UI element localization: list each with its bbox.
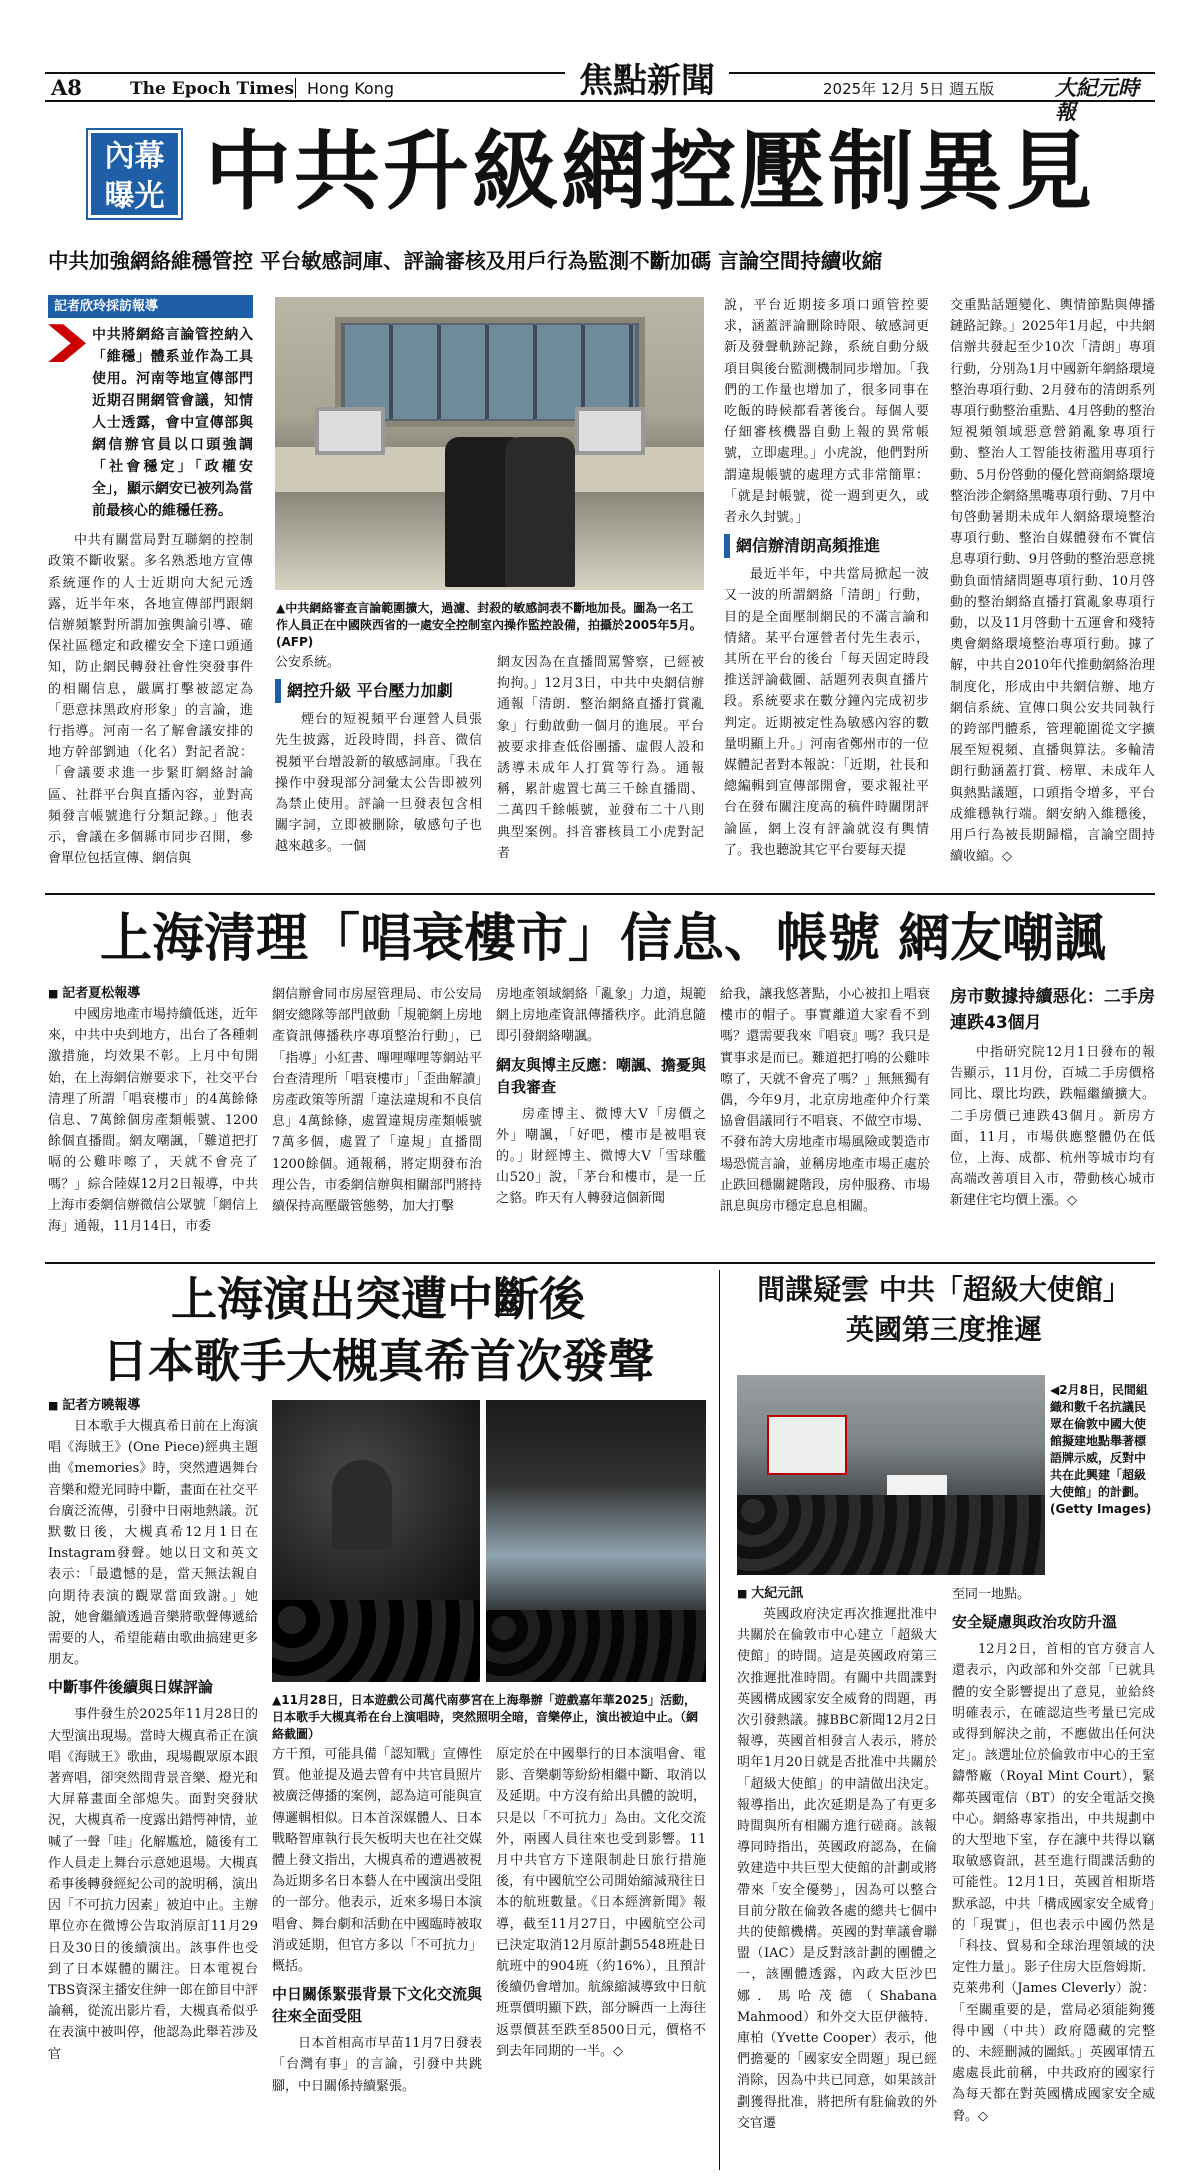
control-room-caption: ▲中共網絡審查言論範圍擴大，過濾、封殺的敏感詞表不斷地加長。圖為一名工作人員正在中國陝西省的一處安全控制室內操作監控設備，拍攝於2005年5月。(AFP) (276, 601, 702, 649)
story1-col-1 (48, 295, 253, 885)
exclusive-tag (88, 130, 181, 218)
story1-subhead-1: 網控升級 平台壓力加劇 (275, 679, 482, 703)
tag-line-2: 曝光 (104, 179, 165, 214)
story1-col-4: 說，平台近期接多項口頭管控要求，涵蓋評論刪除時限、敏感詞更新及發聲軌跡記錄，系統自動分級項目與後台監測機制同步增加。「我們的工作量也增加了，很多同事在吃飯的時候都看著後台。每個人要仔細審核機器自動上報的異常帳號，立即處理。」小虎說，他們對所謂違規帳號的處理方式非常簡單：「就是封帳號，從一週到更久，或者永久封號。」 網信辦清朗高頻推進 最近半年，中共當局掀起一波又一波的所謂網絡「清朗」行動，目的是全面壓制網民的不滿言論和情緒。某平台運營者付先生表示，其所在平台的後台「每天固定時段推送評論截圖、話題列表與直播片段。系統要求在數分鐘內完成初步判定。近期被定性為敏感內容的數量明顯上升。」河南省鄭州市的一位媒體記者對本報說：「近期，社長和總編輯到宣傳部開會，要求報社平台在發布關注度高的稿件時關閉評論區，網上沒有評論就沒有輿情了。我也聽說其它平台要每天提 (724, 298, 929, 858)
story4-subhead: 安全疑慮與政治攻防升溫 (952, 1613, 1118, 1632)
divider (45, 893, 1155, 895)
story1-subhead-2: 網信辦清朗高頻推進 (724, 534, 929, 558)
control-room-photo (275, 297, 704, 590)
story2-col-4: 給我，讓我悠著點，小心被扣上唱衰樓市的帽子。事實離道大家看不到嗎？還需要我來『唱衰』嗎？我只是實事求是而已。難道把打鳴的公雞咔嚓了，天就不會亮了嗎？」無無獨有偶，今年9月，北京房地產仲介行業協會倡議同行不唱衰、不做空市場、不發布誇大房地產市場風險或製造市場恐慌言論，並稱房地產市場正處於止跌回穩關鍵階段，房仲服務、市場訊息與房市穩定息息相關。 (720, 987, 930, 1215)
story2-subhead: 網友與博主反應：嘲諷、擔憂與自我審查 (496, 1055, 706, 1096)
story2-col-3: 房地產領域網絡「亂象」力道，規範網上房地產資訊傳播秩序。此消息隨即引發網絡嘲諷。 網友與博主反應：嘲諷、擔憂與自我審查 房產博主、微博大V「房價之外」嘲諷，「好吧，樓市是被唱衰的。」財經博主、微博大V「雪球艦山520」說，「茅台和樓市，是一丘之貉。昨天有人轉發這個新聞 (496, 987, 706, 1207)
story2-headline: 上海清理「唱衰樓市」信息、帳號 網友嘲諷 (99, 908, 1107, 969)
story1-col-2: 公安系統。 網控升級 平台壓力加劇 煙台的短視頻平台運營人員張先生披露，近段時間，抖音、微信視頻平台增設新的敏感詞庫。「我在操作中發現部分詞彙太公告即被列為禁止使用。評論一旦發表包含相關字詞，立即被刪除，敏感句子也越來越多。一個 (275, 655, 482, 855)
section-title: 焦點新聞 (565, 62, 729, 100)
story3-headline: 上海演出突遭中斷後 日本歌手大槻真希首次發聲 (102, 1272, 654, 1388)
concert-caption: ▲11月28日，日本遊戲公司萬代南夢宮在上海舉辦「遊戲嘉年華2025」活動，日本歌手大槻真希在台上演唱時，突然照明全暗，音樂停止，演出被迫中止。（網絡截圖） (272, 1693, 699, 1741)
story1-col-3: 網友因為在直播間罵警察，已經被拘拘。」12月3日，中共中央網信辦通報「清朗．整治網絡直播打賞亂象」行動啟動一個月的進展。平台被要求排查低俗團播、虛假人設和誘導未成年人打賞等行為。通報稱，累計處置七萬三千餘直播間、二萬四千餘帳號，並發布二十八則典型案例。抖音審核員工小虎對記者 (497, 655, 704, 861)
story2-col-1: ■ 記者夏松報導 中國房地產市場持續低迷，近年來，中共中央到地方，出台了各種刺激措施，均效果不彰。上月中旬開始，在上海網信辦要求下，社交平台清理了所謂「唱衰樓市」的4萬餘條信息、7萬餘個房產類帳號、1200餘個直播間。網友嘲諷，「難道把打嗝的公雞咔嚓了，天就不會亮了嗎？」綜合陸媒12月2日報導，中共上海市委網信辦微信公眾號「網信上海」通報，11月14日，市委 (48, 984, 258, 1256)
paper-name-zh: 大紀元時報 (1055, 75, 1139, 124)
story3-col-1: ■ 記者方曉報導 日本歌手大槻真希日前在上海演唱《海賊王》(One Piece)經典主題曲《memories》時，突然遭遇舞台音樂和燈光同時中斷，畫面在社交平台廣泛流傳，引發中日兩地熱議。沉默數日後，大槻真希12月1日在Instagram發聲。她以日文和英文表示：「最遺憾的是，當天無法親自向期待表演的觀眾當面致謝。」她說，她會繼續透過音樂將歌聲傳遞給需要的人，希望能藉由歌曲搞建更多朋友。 中斷事件後續與日媒評論 事件發生於2025年11月28日的大型演出現場。當時大槻真希正在演唱《海賊王》歌曲，現場觀眾原本跟著齊唱，卻突然間背景音樂、燈光和大屏幕畫面全部熄失。面對突發狀況，大槻真希一度露出錯愕神情，並喊了一聲「哇」化解尷尬，隨後有工作人員走上舞台示意她退場。大槻真希事後轉發經紀公司的說明稱，演出因「不可抗力因素」被迫中止。主辦單位亦在微博公告取消原訂11月29日及30日的後續演出。該事件也受到了日本媒體的關注。日本電視台TBS資深主播安住紳一郎在節目中評論稱，從流出影片看，大槻真希似乎在表演中被叫停，他認為此舉若涉及官 (48, 1396, 258, 2176)
story1-deck: 中共加強網絡維穩管控 平台敏感詞庫、評論審核及用戶行為監測不斷加碼 言論空間持續收縮 (48, 249, 883, 273)
story4-col-1: ■ 大紀元訊 英國政府決定再次推遲批准中共關於在倫敦市中心建立「超級大使館」的時間。這是英國政府第三次推遲批准時間。有關中共間諜對英國構成國家安全威脅的問題，再次引發熱議。據BBC新聞12月2日報導，英國首相發言人表示，將於明年1月20日就是否批准中共關於「超級大使館」的申請做出決定。報導指出，此次延期是為了有更多時間與所有相關方進行磋商。該報導同時指出，英國政府認為，在倫敦建造中共巨型大使館的計劃或將帶來「安全優勢」，因為可以整合目前分散在倫敦各處的總共七個中共的使館機構。英國的對華議會聯盟（IAC）是反對該計劃的團體之一，該團體透露，內政大臣沙巴娜．馬哈茂德（Shabana Mahmood）和外交大臣伊薇特．庫柏（Yvette Cooper）表示，他們擔憂的「國家安全問題」現已經消除，因為中共已同意，如果該計劃獲得批准，將把所有駐倫敦的外交官遷 (737, 1584, 937, 2176)
concert-photo-left (272, 1400, 480, 1682)
story1-byline: 記者欣玲採訪報導 (48, 295, 253, 318)
protest-caption: ◀2月8日，民間組織和數千名抗議民眾在倫敦中國大使館擬建地點舉著標語牌示威，反對中共在此興建「超級大使館」的計劃。(Getty Images) (1050, 1383, 1152, 1516)
region-label: Hong Kong (307, 79, 394, 98)
divider (45, 1262, 1155, 1264)
story4-col-2: 至同一地點。 安全疑慮與政治攻防升溫 12月2日，首相的官方發言人還表示，內政部和外交部「已就具體的安全影響提出了意見，並給終明確表示，在確認這些考量已完成或得到解決之前，不應做出任何決定」。該選址位於倫敦市中心的王室鑄幣廠（Royal Mint Court），緊鄰英國電信（BT）的安全電話交換中心。網絡專家指出，中共規劃中的大型地下室，存在讓中共得以竊取敏感資訊，甚至進行間諜活動的可能性。12月1日，英國首相斯塔默承認，中共「構成國家安全威脅」的「現實」，但也表示中國仍然是「科技、貿易和全球治理領域的決定性力量」。影子住房大臣詹姆斯．克萊弗利（James Cleverly）說：「至關重要的是，當局必須能夠獲得中國（中共）政府隱藏的完整的、未經刪減的圖紙。」英國軍情五處處長此前稱，中共政府的國家行為每天都在對英國構成國家安全威脅。◇ (952, 1587, 1155, 2124)
story3-col-3: 原定於在中國舉行的日本演唱會、電影、音樂劇等紛紛相繼中斷、取消以及延期。中方沒有給出具體的說明，只是以「不可抗力」為由。文化交流外，兩國人員往來也受到影響。11月中共官方下達限制赴日旅行措施後，有中國航空公司開始縮減飛往日本的航班數量。《日本經濟新聞》報導，截至11月27日，中國航空公司已決定取消12月原計劃5548班赴日航班中的904班（約16%），且預計後續仍會增加。航線縮減導致中日航班票價明顯下跌，部分瞬西一上海往返票價甚至跌至8500日元，價格不到去年同期的一半。◇ (496, 1747, 706, 2059)
story3-subhead-1: 中斷事件後續與日媒評論 (48, 1678, 214, 1697)
column-divider (719, 1270, 720, 2170)
tag-line-1: 內幕 (104, 139, 165, 174)
issue-date: 2025年 12月 5日 週五版 (823, 80, 995, 98)
arrow-icon (48, 324, 86, 362)
protest-photo (737, 1375, 1045, 1575)
story3-col-2: 方干預，可能具備「認知戰」宣傳性質。他並提及過去曾有中共官員照片被廣泛傳播的案例，認為這可能與宣傳邏輯相似。日本首深媒體人、日本戰略智庫執行長矢板明夫也在社交媒體上發文指出，大槻真希的遭遇被視為近期多名日本藝人在中國演出受阻的一部分。他表示，近來多場日本演唱會、舞台劇和活動在中國臨時被取消或延期，但官方多以「不可抗力」概括。 中日關係緊張背景下文化交流與往來全面受阻 日本首相高市早苗11月7日發表「台灣有事」的言論，引發中共跳腳，中日關係持續緊張。 (272, 1747, 482, 2094)
page-number: A8 (51, 75, 82, 100)
story1-col-1-text: 中共有關當局對互聯網的控制政策不斷收緊。多名熟悉地方宣傳系統運作的人士近期向大紀元透露，近半年來，各地宣傳部門跟網信辦頻繁對所謂加強輿論引導、確保社區穩定和政權安全下達口頭通知，防止網民轉發社會性突發事件的相關信息，嚴厲打擊被認定為「惡意抹黑政府形象」的言論，進行指導。河南一名了解會議安排的地方幹部劉迪（化名）對記者說：「會議要求進一步緊盯網絡討論區、社群平台與直播內容，並對高頻發言帳號進行分類記錄。」他表示，會議在多個縣市同步召開，參會單位包括宣傳、網信與 (48, 533, 253, 867)
story3-subhead-2: 中日關係緊張背景下文化交流與往來全面受阻 (272, 1985, 482, 2026)
story1-col-5: 交重點話題變化、輿情節點與傳播鏈路記錄。」2025年1月起，中共網信辦共發起至少10次「清朗」專項行動，分別為1月中國新年網絡環境整治專項行動、2月發布的清朗系列專項行動整治重點、4月啓動的整治短視頻領域惡意營銷亂象專項行動、整治人工智能技術濫用專項行動、5月份啓動的優化營商網絡環境整治涉企網絡黑嘴專項行動、7月中旬啓動暑期未成年人網絡環境整治專項行動、整治自媒體發布不實信息專項行動、9月啓動的整治惡意挑動負面情緒問題專項行動、10月啓動的整治網絡直播打賞亂象專項行動，以及11月啓動十五運會和殘特奧會網絡環境整治專項行動。據了解，中共自2010年代推動網絡治理制度化，形成由中共網信辦、地方網信系統、宣傳口與公安共同執行的跨部門體系，管理範圍從文字擴展至短視頻、直播與算法。多輪清朗行動涵蓋打賞、榜單、未成年人與熱點議題，口頭指令增多，平台成維穩執行端。網安納入維穩後，用戶行為被長期歸檔，言論空間持續收縮。◇ (950, 298, 1155, 865)
paper-name-en: The Epoch Times (130, 79, 295, 99)
separator (295, 78, 296, 98)
story2-side-subhead: 房市數據持續惡化：二手房連跌43個月 (950, 987, 1155, 1033)
concert-photo-right (486, 1400, 706, 1682)
story2-col-2: 網信辦會同市房屋管理局、市公安局網安總隊等部門啟動「規範網上房地產資訊傳播秩序專項整治行動」，已「指導」小紅書、嗶哩嗶哩等網站平台查清理所「唱衰樓市」「歪曲解讀」房產政策等所謂「違法違規和不良信息」4萬餘條，處置違規房產類帳號7萬多個，處置了「違規」直播間1200餘個。通報稱，將定期發布治理公告，市委網信辦與相關部門將持續保持高壓嚴管態勢，加大打擊 (272, 987, 482, 1215)
story1-headline: 中共升級網控壓制異見 (205, 121, 1095, 222)
story2-sidebar: 房市數據持續惡化：二手房連跌43個月 中指研究院12月1日發布的報告顯示，11月份，百城二手房價格同比、環比均跌，跌幅繼續擴大。二手房價已連跌43個月。新房方面，11月，市場供應整體仍在低位，上海、成都、杭州等城市均有高端改善項目入市，帶動核心城市新建住宅均價上漲。◇ (950, 984, 1155, 1256)
story4-headline: 間諜疑雲 中共「超級大使館」 英國第三度推遲 (757, 1273, 1131, 1346)
story1-lead: 中共將網絡言論管控納入「維穩」體系並作為工具使用。河南等地宣傳部門近期召開網管會議，知情人士透露，會中宣傳部與網信辦官員以口頭強調「社會穩定」「政權安全」，顯示網安已被列為當前最核心的維穩任務。 (48, 324, 253, 522)
masthead (45, 61, 1155, 124)
